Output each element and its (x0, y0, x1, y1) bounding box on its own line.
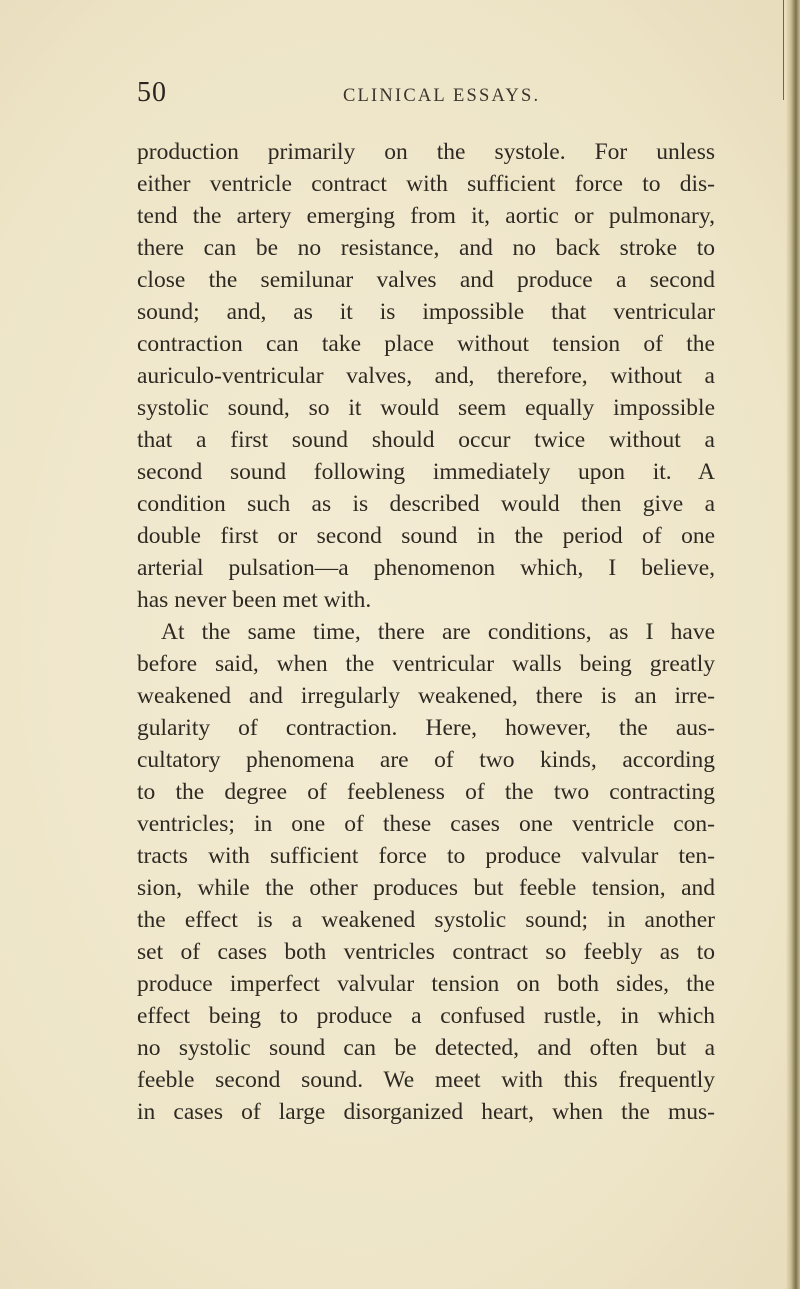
text-line: either ventricle contract with sufficient force to dis- (137, 171, 715, 197)
paragraph-start-line: At the same time, there are conditions, as I have (161, 619, 715, 645)
text-line: close the semilunar valves and produce a second (137, 267, 715, 293)
text-line: to the degree of feebleness of the two contracting (137, 779, 715, 805)
running-head: CLINICAL ESSAYS. (343, 86, 541, 106)
text-line: feeble second sound. We meet with this frequently (137, 1067, 715, 1093)
text-line: tend the artery emerging from it, aortic or pulmonary, (137, 203, 715, 229)
text-line: set of cases both ventricles contract so feebly as to (137, 939, 715, 965)
text-line: condition such as is described would then give a (137, 491, 715, 517)
text-line: gularity of contraction. Here, however, the aus- (137, 715, 715, 741)
paragraph-end-line: has never been met with. (137, 587, 372, 613)
text-line: effect being to produce a confused rustle, in which (137, 1003, 715, 1029)
text-line: weakened and irregularly weakened, there is an irre- (137, 683, 715, 709)
text-line: in cases of large disorganized heart, when the mus- (137, 1099, 715, 1125)
text-line: arterial pulsation—a phenomenon which, I believe, (137, 555, 715, 581)
text-line: systolic sound, so it would seem equally impossible (137, 395, 715, 421)
text-line: cultatory phenomena are of two kinds, according (137, 747, 715, 773)
text-line: double first or second sound in the period of one (137, 523, 715, 549)
page-edge-line (783, 0, 784, 100)
text-line: second sound following immediately upon it. A (137, 459, 715, 485)
text-line: contraction can take place without tension of the (137, 331, 715, 357)
page-number: 50 (137, 77, 167, 108)
text-line: the effect is a weakened systolic sound; in another (137, 907, 715, 933)
text-line: no systolic sound can be detected, and often but a (137, 1035, 715, 1061)
text-line: that a first sound should occur twice without a (137, 427, 715, 453)
text-line: produce imperfect valvular tension on both sides, the (137, 971, 715, 997)
page-header (137, 77, 737, 112)
text-line: sion, while the other produces but feeble tension, and (137, 875, 715, 901)
text-line: there can be no resistance, and no back stroke to (137, 235, 715, 261)
text-line: before said, when the ventricular walls being greatly (137, 651, 715, 677)
text-line: ventricles; in one of these cases one ventricle con- (137, 811, 715, 837)
text-line: production primarily on the systole. For unless (137, 139, 715, 165)
text-line: sound; and, as it is impossible that ventricular (137, 299, 715, 325)
body-text (137, 136, 715, 1128)
text-line: tracts with sufficient force to produce valvular ten- (137, 843, 715, 869)
page-edge-shadow (786, 0, 800, 1289)
text-line: auriculo-ventricular valves, and, therefore, without a (137, 363, 715, 389)
